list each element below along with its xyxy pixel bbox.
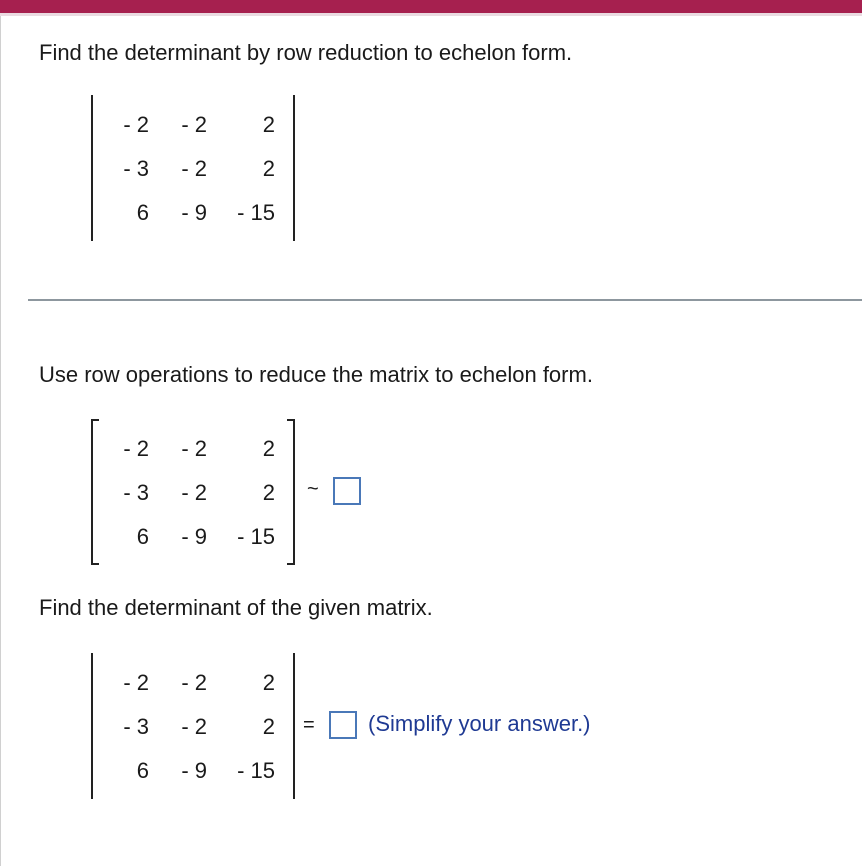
matrix-cell: - 2: [123, 436, 149, 461]
left-determinant-bar: [91, 95, 93, 241]
matrix-cell: - 2: [123, 670, 149, 695]
matrix-cell: - 2: [181, 714, 207, 739]
top-header-bar: [0, 0, 862, 13]
matrix-cell: - 2: [181, 436, 207, 461]
right-determinant-bar: [293, 95, 295, 241]
left-bracket-top: [91, 419, 99, 421]
section-divider: [28, 299, 862, 301]
matrix-cell: 2: [262, 670, 275, 695]
right-bracket-bottom: [287, 563, 295, 565]
matrix-cell: - 3: [123, 714, 149, 739]
matrix-cell: - 9: [181, 200, 207, 225]
left-bracket-bottom: [91, 563, 99, 565]
determinant-prompt: Find the determinant of the given matrix.: [39, 595, 433, 620]
right-bracket-top: [287, 419, 295, 421]
tilde-symbol: ~: [307, 478, 319, 500]
matrix-cell: - 2: [181, 156, 207, 181]
right-determinant-bar: [293, 653, 295, 799]
row-operations-prompt: Use row operations to reduce the matrix to echelon form.: [39, 362, 593, 387]
determinant-matrix-given: [91, 95, 295, 241]
matrix-cell: - 3: [123, 480, 149, 505]
determinant-matrix-answer: [91, 653, 295, 799]
matrix-cell: - 15: [237, 524, 275, 549]
left-bracket: [91, 419, 93, 565]
determinant-answer-box[interactable]: [329, 711, 357, 739]
header-underline: [0, 13, 862, 16]
matrix-cell: - 15: [237, 200, 275, 225]
left-determinant-bar: [91, 653, 93, 799]
matrix-cell: 2: [262, 436, 275, 461]
matrix-cell: - 2: [181, 480, 207, 505]
matrix-cell: 6: [136, 200, 149, 225]
matrix-cell: - 15: [237, 758, 275, 783]
matrix-cell: - 3: [123, 156, 149, 181]
right-bracket: [293, 419, 295, 565]
matrix-cell: - 9: [181, 758, 207, 783]
matrix-cell: 6: [136, 524, 149, 549]
matrix-cell: 2: [262, 156, 275, 181]
equals-symbol: =: [303, 714, 315, 736]
matrix-cell: 6: [136, 758, 149, 783]
matrix-cell: 2: [262, 714, 275, 739]
simplify-hint: (Simplify your answer.): [368, 711, 591, 736]
bracket-matrix: [91, 419, 295, 565]
matrix-cell: 2: [262, 480, 275, 505]
matrix-cell: - 2: [181, 670, 207, 695]
matrix-cell: 2: [262, 112, 275, 137]
echelon-answer-box[interactable]: [333, 477, 361, 505]
matrix-cell: - 2: [123, 112, 149, 137]
matrix-cell: - 2: [181, 112, 207, 137]
matrix-cell: - 9: [181, 524, 207, 549]
question-prompt: Find the determinant by row reduction to echelon form.: [39, 40, 573, 65]
left-border: [0, 16, 1, 866]
